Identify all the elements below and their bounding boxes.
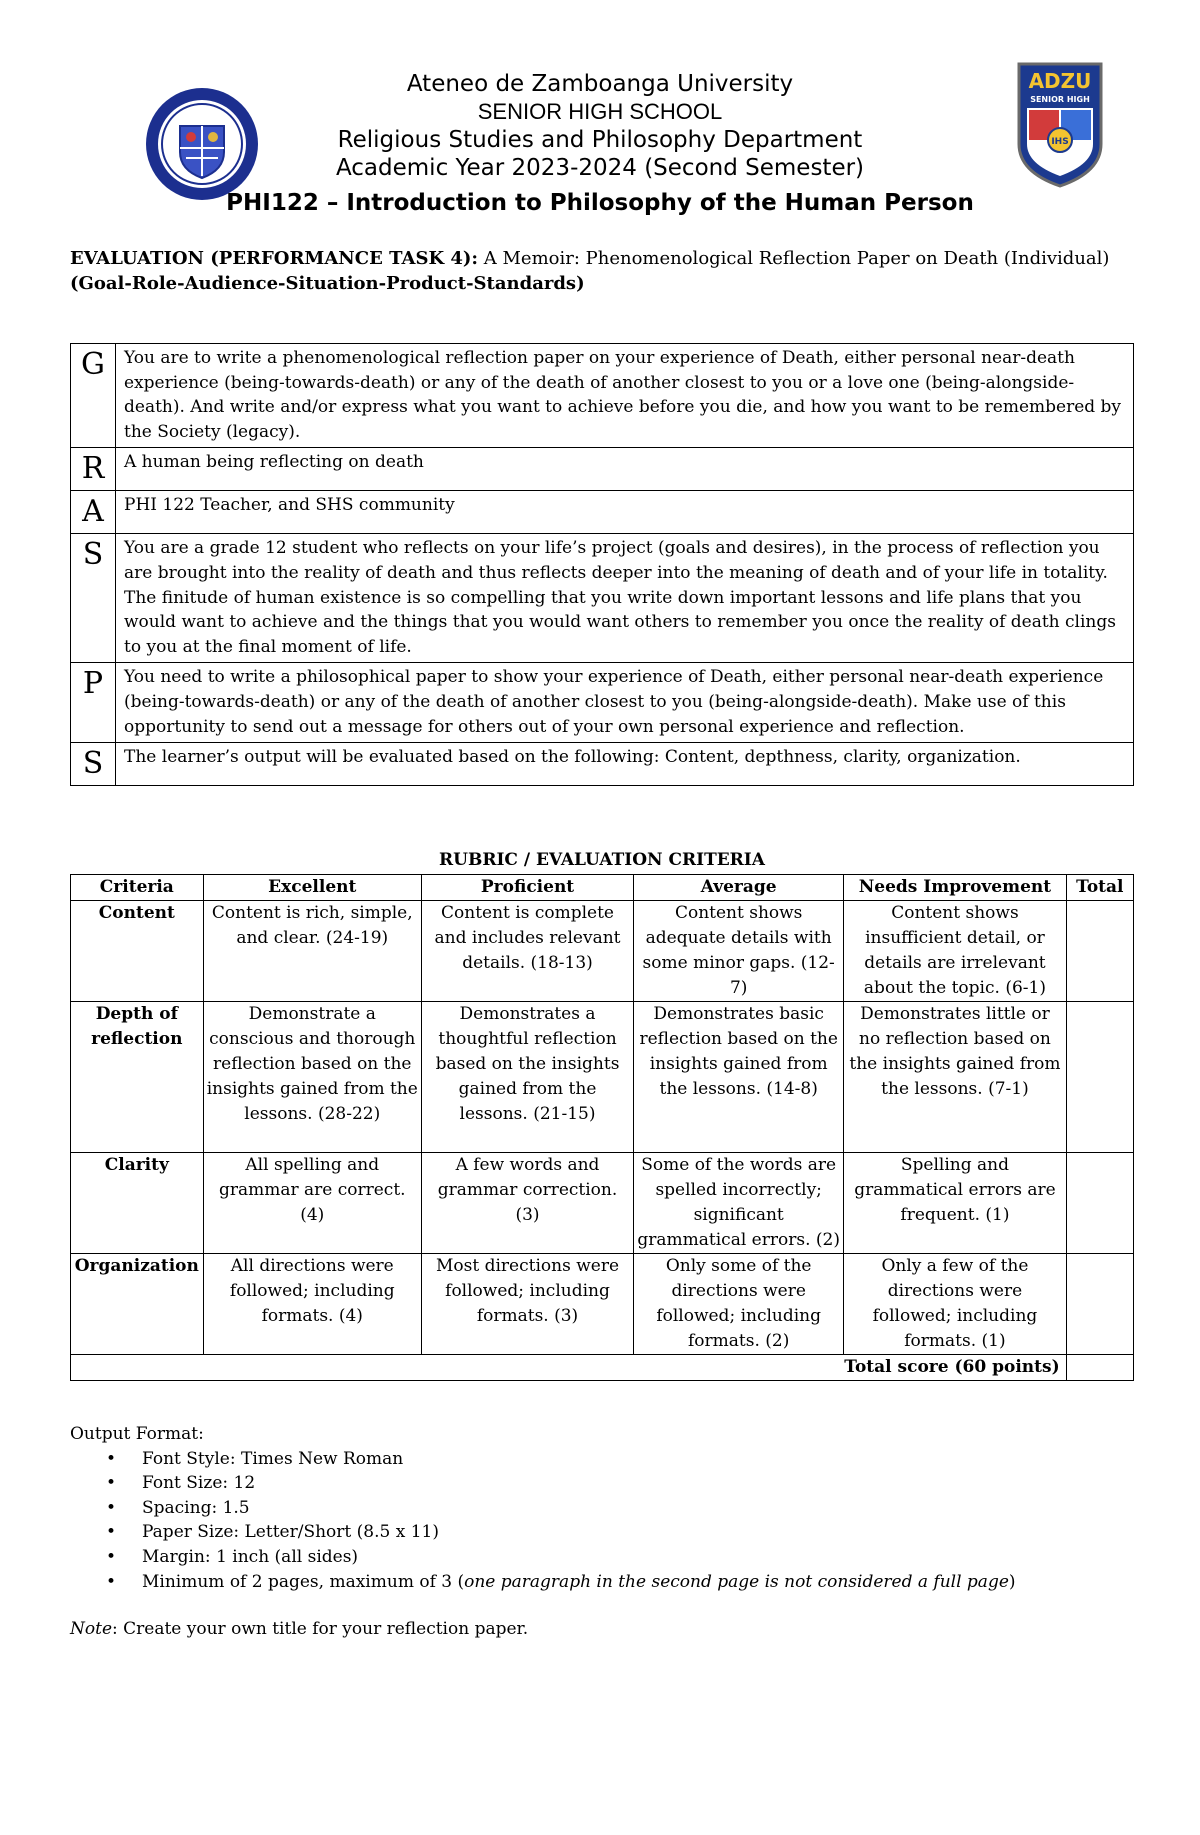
rubric-row xyxy=(71,1254,1134,1355)
rubric-row xyxy=(71,1153,1134,1254)
adzu-senior-high-logo xyxy=(1015,60,1105,190)
grasps-row xyxy=(71,663,1134,743)
page-length-suffix: ) xyxy=(1008,1571,1016,1592)
grasps-letter: P xyxy=(71,663,116,743)
total-score-label: Total score (60 points) xyxy=(71,1355,1067,1381)
rubric-total-cell xyxy=(1066,1002,1133,1153)
grasps-text: You are a grade 12 student who reflects on your life’s project (goals and desires), in the process of reflection you are brought into the reality of death and thus reflects deeper into the meaning of death and of your life in totality. The finitude of human existence is so compelling that you write down important lessons and life plans that you would want to achieve and the things that you would want others to remember you once the reality of death clings to you at the final moment of life. xyxy=(116,534,1134,663)
list-item: • Margin: 1 inch (all sides) xyxy=(142,1545,1130,1570)
rubric-row xyxy=(71,901,1134,1002)
rubric-criteria: Content xyxy=(71,901,204,1002)
rubric-total-cell xyxy=(1066,901,1133,1002)
note-line xyxy=(70,1619,1130,1639)
university-seal-logo xyxy=(144,86,260,202)
rubric-criteria: Organization xyxy=(71,1254,204,1355)
rubric-cell: Content is complete and includes relevant details. (18-13) xyxy=(421,901,633,1002)
rubric-cell: All directions were followed; including formats. (4) xyxy=(203,1254,421,1355)
rubric-cell: Content shows insufficient detail, or details are irrelevant about the topic. (6-1) xyxy=(844,901,1066,1002)
note-text: : Create your own title for your reflection paper. xyxy=(112,1619,529,1639)
list-item: • Spacing: 1.5 xyxy=(142,1496,1130,1521)
total-score-value xyxy=(1066,1355,1133,1381)
list-item: • Font Style: Times New Roman xyxy=(142,1447,1130,1472)
grasps-letter: R xyxy=(71,448,116,491)
grasps-letter: G xyxy=(71,344,116,448)
department-name: Religious Studies and Philosophy Department xyxy=(337,127,863,153)
rubric-header-proficient: Proficient xyxy=(421,875,633,901)
rubric-cell: A few words and grammar correction. (3) xyxy=(421,1153,633,1254)
adzu-logo-subtext: SENIOR HIGH xyxy=(1030,95,1090,104)
page-length-note: one paragraph in the second page is not considered a full page xyxy=(464,1571,1009,1592)
rubric-header-average: Average xyxy=(634,875,844,901)
rubric-header-excellent: Excellent xyxy=(203,875,421,901)
rubric-cell: Demonstrates a thoughtful reflection based on the insights gained from the lessons. (21-15) xyxy=(421,1002,633,1153)
grasps-row xyxy=(71,344,1134,448)
adzu-logo-text: ADZU xyxy=(1028,69,1092,93)
rubric-cell: Demonstrates little or no reflection based on the insights gained from the lessons. (7-1) xyxy=(844,1002,1066,1153)
output-format-section xyxy=(70,1422,1130,1594)
rubric-total-cell xyxy=(1066,1254,1133,1355)
grasps-text: You are to write a phenomenological reflection paper on your experience of Death, either personal near-death experience (being-towards-death) or any of the death of another closest to you or a love one (being-alongside-death). And write and/or express what you want to achieve before you die, and how you want to be remembered by the Society (legacy). xyxy=(116,344,1134,448)
rubric-cell: Content shows adequate details with some minor gaps. (12-7) xyxy=(634,901,844,1002)
rubric-cell: Some of the words are spelled incorrectly; significant grammatical errors. (2) xyxy=(634,1153,844,1254)
list-item xyxy=(142,1570,1130,1595)
grasps-text: A human being reflecting on death xyxy=(116,448,1134,491)
grasps-row xyxy=(71,743,1134,786)
rubric-row xyxy=(71,1002,1134,1153)
document-header xyxy=(260,70,940,182)
rubric-total-row xyxy=(71,1355,1134,1381)
rubric-cell: All spelling and grammar are correct. (4) xyxy=(203,1153,421,1254)
grasps-row xyxy=(71,448,1134,491)
university-name: Ateneo de Zamboanga University xyxy=(406,71,794,97)
rubric-total-cell xyxy=(1066,1153,1133,1254)
rubric-header-row xyxy=(71,875,1134,901)
grasps-framework: (Goal-Role-Audience-Situation-Product-Standards) xyxy=(70,273,585,294)
grasps-letter: S xyxy=(71,534,116,663)
rubric-cell: Demonstrates basic reflection based on the insights gained from the lessons. (14-8) xyxy=(634,1002,844,1153)
rubric-title: RUBRIC / EVALUATION CRITERIA xyxy=(439,850,765,870)
list-item: • Paper Size: Letter/Short (8.5 x 11) xyxy=(142,1520,1130,1545)
rubric-cell: Spelling and grammatical errors are frequent. (1) xyxy=(844,1153,1066,1254)
rubric-cell: Only a few of the directions were followed; including formats. (1) xyxy=(844,1254,1066,1355)
grasps-table xyxy=(70,343,1134,786)
output-format-list xyxy=(70,1447,1130,1595)
rubric-cell: Most directions were followed; including formats. (3) xyxy=(421,1254,633,1355)
rubric-cell: Content is rich, simple, and clear. (24-19) xyxy=(203,901,421,1002)
grasps-text: You need to write a philosophical paper to show your experience of Death, either personal near-death experience (being-towards-death) or any of the death of another closest to you (being-alongside-death). Make use of this opportunity to send out a message for others out of your own personal experience and reflection. xyxy=(116,663,1134,743)
evaluation-heading xyxy=(70,246,1130,296)
note-label: Note xyxy=(70,1619,113,1639)
rubric-header-criteria: Criteria xyxy=(71,875,204,901)
list-item: • Font Size: 12 xyxy=(142,1471,1130,1496)
evaluation-label: EVALUATION (PERFORMANCE TASK 4): xyxy=(70,248,479,269)
evaluation-title: A Memoir: Phenomenological Reflection Paper on Death (Individual) xyxy=(478,248,1110,269)
rubric-header-needs-improvement: Needs Improvement xyxy=(844,875,1066,901)
academic-year: Academic Year 2023-2024 (Second Semester) xyxy=(335,155,865,181)
grasps-row xyxy=(71,534,1134,663)
output-format-label: Output Format: xyxy=(70,1424,204,1444)
rubric-criteria: Clarity xyxy=(71,1153,204,1254)
rubric-cell: Only some of the directions were followed; including formats. (2) xyxy=(634,1254,844,1355)
grasps-text: The learner’s output will be evaluated based on the following: Content, depthness, clarity, organization. xyxy=(116,743,1134,786)
grasps-text: PHI 122 Teacher, and SHS community xyxy=(116,491,1134,534)
ihs-emblem-text: IHS xyxy=(1051,137,1069,147)
grasps-letter: A xyxy=(71,491,116,534)
school-name: SENIOR HIGH SCHOOL xyxy=(477,99,723,124)
rubric-header-total: Total xyxy=(1066,875,1133,901)
rubric-criteria: Depth of reflection xyxy=(71,1002,204,1153)
page-length-prefix: Minimum of 2 pages, maximum of 3 ( xyxy=(142,1571,465,1592)
course-title: PHI122 – Introduction to Philosophy of the Human Person xyxy=(226,190,974,216)
rubric-cell: Demonstrate a conscious and thorough reflection based on the insights gained from the lessons. (28-22) xyxy=(203,1002,421,1153)
rubric-table xyxy=(70,874,1134,1381)
grasps-letter: S xyxy=(71,743,116,786)
grasps-row xyxy=(71,491,1134,534)
